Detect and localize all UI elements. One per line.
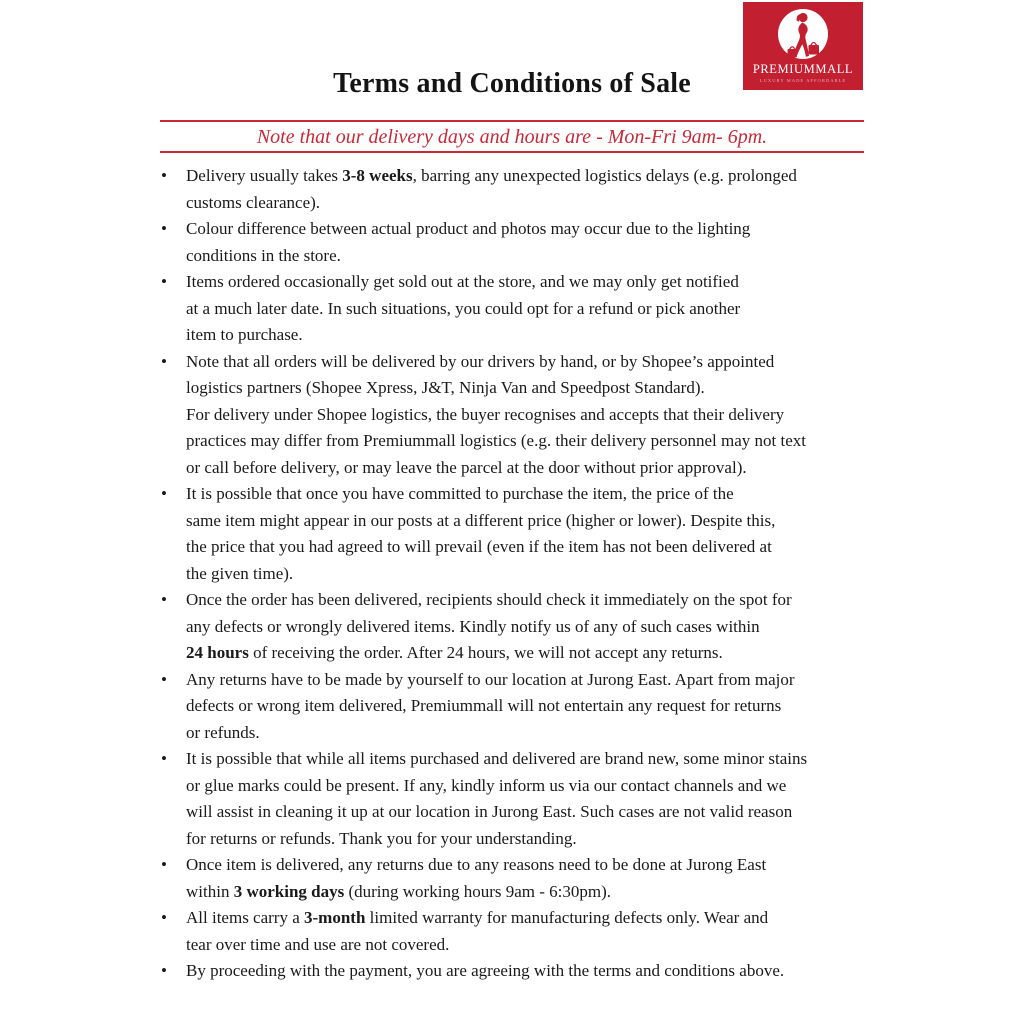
term-item: • By proceeding with the payment, you are agreeing with the terms and conditions above. — [160, 958, 876, 985]
term-item: • Once item is delivered, any returns due to any reasons need to be done at Jurong East within 3 working days (during working hours 9am - 6:30pm). — [160, 852, 876, 905]
term-item: • All items carry a 3-month limited warranty for manufacturing defects only. Wear and tear over time and use are not covered. — [160, 905, 876, 958]
brand-name: PREMIUMMALL — [752, 62, 854, 76]
brand-tagline: LUXURY MADE AFFORDABLE — [759, 78, 847, 83]
term-item: • Note that all orders will be delivered by our drivers by hand, or by Shopee’s appointed logistics partners (Shopee Xpress, J&T, Ninja Van and Speedpost Standard). For delivery under Shopee logistics, the buyer recognises and accepts that their delivery practices may differ from Premiummall logistics (e.g. their delivery personnel may not text or call before delivery, or may leave the parcel at the door without prior approval). — [160, 349, 876, 482]
term-item: • Colour difference between actual product and photos may occur due to the lighting conditions in the store. — [160, 216, 876, 269]
term-item: • Once the order has been delivered, recipients should check it immediately on the spot for any defects or wrongly delivered items. Kindly notify us of any of such cases within 24 hours of receiving the order. After 24 hours, we will not accept any returns. — [160, 587, 876, 667]
divider-top — [160, 120, 864, 122]
term-item: • Items ordered occasionally get sold out at the store, and we may only get notified at a much later date. In such situations, you could opt for a refund or pick another item to purchase. — [160, 269, 876, 349]
page-title: Terms and Conditions of Sale — [333, 68, 691, 99]
term-item: • It is possible that while all items purchased and delivered are brand new, some minor stains or glue marks could be present. If any, kindly inform us via our contact channels and we will assist in cleaning it up at our location in Jurong East. Such cases are not valid reason for returns or refunds. Thank you for your understanding. — [160, 746, 876, 852]
term-item: • Delivery usually takes 3-8 weeks, barring any unexpected logistics delays (e.g. prolonged customs clearance). — [160, 163, 876, 216]
delivery-note: Note that our delivery days and hours are - Mon-Fri 9am- 6pm. — [256, 126, 768, 148]
term-item: • It is possible that once you have committed to purchase the item, the price of the same item might appear in our posts at a different price (higher or lower). Despite this, the price that you had agreed to will prevail (even if the item has not been delivered at the given time). — [160, 481, 876, 587]
term-item: • Any returns have to be made by yourself to our location at Jurong East. Apart from major defects or wrong item delivered, Premiummall will not entertain any request for returns or refunds. — [160, 667, 876, 747]
divider-bottom — [160, 151, 864, 153]
terms-list — [160, 163, 876, 985]
